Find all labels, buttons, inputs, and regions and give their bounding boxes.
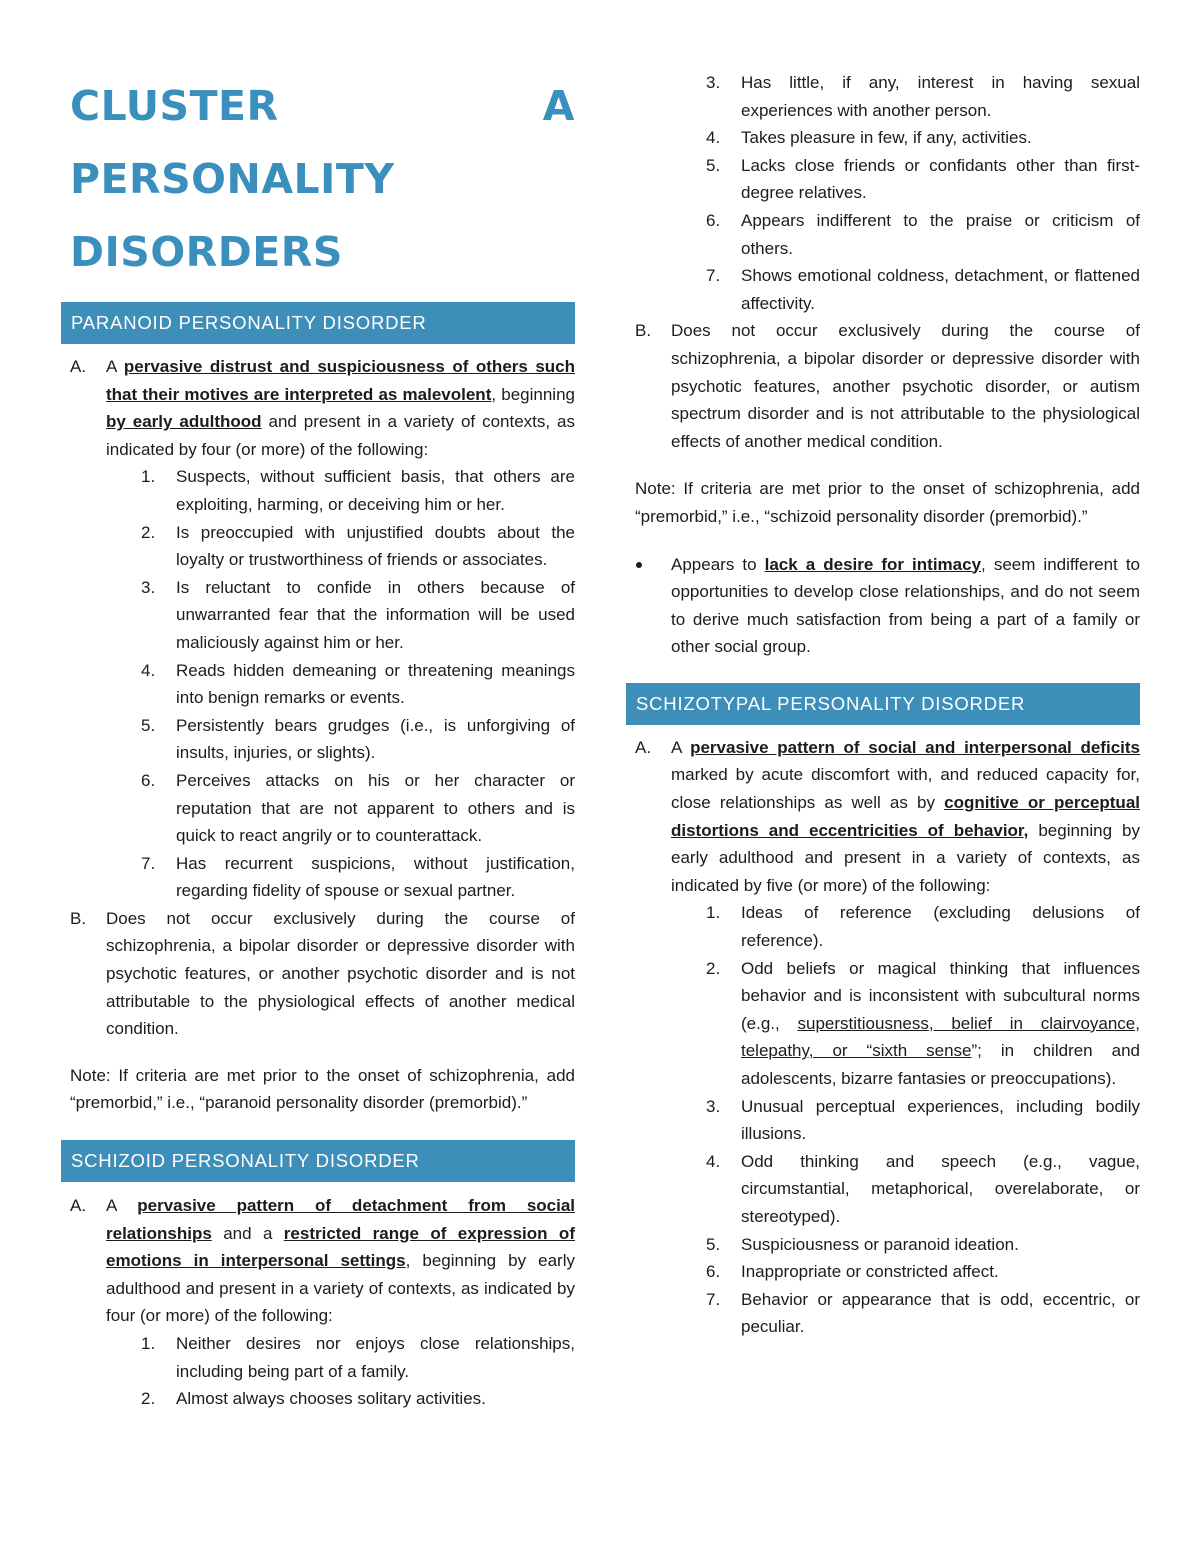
item-text: Perceives attacks on his or her character or reputation that are not apparent to others and is quick to react angrily or to counterattack. [176, 770, 575, 846]
item-number: 6. [706, 210, 721, 230]
item-text: Has recurrent suspicions, without justification, regarding fidelity of spouse or sexual partner. [176, 853, 575, 901]
list-item [61, 463, 575, 518]
bullet-text: Appears to [671, 554, 765, 574]
item-number: 2. [141, 522, 156, 542]
emphasis-text: pervasive distrust and suspiciousness of others such that their motives are interpreted as malevolent [106, 357, 575, 404]
criterion-text: marked by acute discomfort with, and reduced capacity for, close relationships as well as by [671, 765, 1140, 813]
item-text: Appears indifferent to the praise or criticism of others. [741, 210, 1140, 258]
list-item [626, 1231, 1140, 1259]
item-number: 5. [706, 1234, 721, 1254]
list-item [626, 1286, 1140, 1341]
criterion-text: beginning by early adulthood and present in a variety of contexts, as indicated by five (or more) of the following: [671, 820, 1140, 895]
item-text: Persistently bears grudges (i.e., is unforgiving of insults, injuries, or slights). [176, 715, 575, 763]
schizoid-item-list-part1 [61, 1330, 575, 1413]
item-number: 2. [141, 1389, 156, 1409]
item-text: Almost always chooses solitary activities. [176, 1389, 486, 1409]
item-number: 3. [141, 577, 156, 597]
criterion-text: , beginning [491, 384, 575, 404]
page-title [61, 0, 575, 289]
schizoid-item-list-part2 [626, 0, 1140, 317]
list-item [61, 767, 575, 850]
item-number: 7. [706, 266, 721, 286]
item-text: Lacks close friends or confidants other than first-degree relatives. [741, 155, 1140, 203]
item-text: Reads hidden demeaning or threatening meanings into benign remarks or events. [176, 660, 575, 708]
item-text: Odd thinking and speech (e.g., vague, circumstantial, metaphorical, overelaborate, or stereotyped). [741, 1151, 1140, 1226]
paranoid-criterion-b [61, 905, 575, 1043]
list-item [626, 69, 1140, 124]
emphasis-text: by early adulthood [106, 412, 262, 432]
paranoid-item-list [61, 463, 575, 905]
emphasis-text: superstitiousness, belief in clairvoyance, telepathy, or “sixth sense [741, 1013, 1140, 1061]
item-number: 4. [141, 660, 156, 680]
list-item [61, 1330, 575, 1385]
criterion-text: A [106, 357, 124, 376]
list-item [61, 574, 575, 657]
schizoid-bullet [626, 551, 1140, 661]
schizotypal-item-list [626, 899, 1140, 1341]
item-number: 3. [706, 73, 721, 92]
section-heading-paranoid: PARANOID PERSONALITY DISORDER [61, 302, 575, 344]
item-text: Has little, if any, interest in having sexual experiences with another person. [741, 73, 1140, 120]
criterion-label: B. [635, 321, 652, 341]
item-number: 1. [141, 467, 156, 487]
emphasis-text: pervasive pattern of social and interpersonal deficits [690, 737, 1140, 757]
item-number: 4. [706, 1151, 721, 1171]
item-text: Ideas of reference (excluding delusions of reference). [741, 903, 1140, 951]
schizoid-criterion-a [61, 1192, 575, 1330]
item-number: 1. [706, 903, 721, 923]
criterion-text: and present in a variety of contexts, as indicated by four (or more) of the following: [106, 412, 575, 459]
item-text: Takes pleasure in few, if any, activities. [741, 128, 1032, 148]
item-number: 5. [141, 715, 156, 735]
criterion-label: B. [70, 908, 87, 928]
list-item [61, 850, 575, 905]
list-item [61, 657, 575, 712]
emphasis-text: restricted range of expression of emotions in interpersonal settings [106, 1223, 575, 1271]
criterion-text: A [106, 1196, 138, 1216]
item-number: 6. [141, 770, 156, 790]
item-number: 4. [706, 128, 721, 148]
bullet-text: , seem indifferent to opportunities to develop close relationships, and do not seem to derive much satisfaction from being a part of a family or other social group. [671, 554, 1141, 657]
section-heading-schizotypal: SCHIZOTYPAL PERSONALITY DISORDER [626, 683, 1140, 725]
list-item [61, 1385, 575, 1413]
item-number: 1. [141, 1334, 156, 1353]
item-text: Unusual perceptual experiences, including bodily illusions. [741, 1096, 1140, 1144]
item-number: 5. [706, 155, 721, 175]
title-line-2: DISORDERS [70, 228, 343, 276]
list-item [626, 262, 1140, 317]
list-item [626, 955, 1140, 1093]
item-number: 6. [706, 1262, 721, 1282]
left-column [61, 0, 575, 1413]
schizoid-criterion-b [626, 317, 1140, 455]
list-item [61, 519, 575, 574]
item-text: Odd beliefs or magical thinking that influences behavior and is inconsistent with subcultural norms (e.g., [741, 958, 1140, 1033]
right-column [626, 0, 1140, 1341]
item-text: Neither desires nor enjoys close relationships, including being part of a family. [176, 1334, 575, 1381]
item-text: ”; in children and adolescents, bizarre fantasies or preoccupations). [741, 1041, 1140, 1088]
section-heading-schizoid: SCHIZOID PERSONALITY DISORDER [61, 1140, 575, 1182]
criterion-text: A [671, 737, 691, 757]
item-number: 7. [141, 853, 156, 873]
criterion-label: A. [635, 737, 652, 757]
list-item [626, 207, 1140, 262]
emphasis-text: pervasive pattern of detachment from social relationships [106, 1196, 576, 1243]
title-line-1: CLUSTER A PERSONALITY [70, 82, 575, 203]
emphasis-text: lack a desire for intimacy [764, 554, 982, 574]
list-item [61, 712, 575, 767]
list-item [626, 124, 1140, 152]
criterion-label: A. [70, 357, 87, 376]
paranoid-criterion-a [61, 353, 575, 463]
item-text: Is reluctant to confide in others because of unwarranted fear that the information will be used maliciously against him or her. [176, 577, 575, 652]
list-item [626, 1258, 1140, 1286]
schizotypal-criterion-a [626, 734, 1140, 900]
list-item [626, 899, 1140, 954]
item-text: Is preoccupied with unjustified doubts about the loyalty or trustworthiness of friends or associates. [176, 522, 575, 570]
item-number: 7. [706, 1289, 721, 1309]
list-item [626, 1093, 1140, 1148]
item-text: Behavior or appearance that is odd, eccentric, or peculiar. [741, 1289, 1140, 1337]
item-text: Shows emotional coldness, detachment, or flattened affectivity. [741, 266, 1140, 313]
emphasis-text: cognitive or perceptual distortions and eccentricities of behavior, [671, 793, 1140, 840]
bullet-dot-icon [636, 562, 642, 568]
item-text: Suspiciousness or paranoid ideation. [741, 1234, 1019, 1254]
criterion-text: Does not occur exclusively during the course of schizophrenia, a bipolar disorder or depressive disorder with psychotic features, another psychotic disorder, or autism spectrum disorder and is not attributable to the physiological effects of another medical condition. [671, 321, 1140, 451]
item-text: Inappropriate or constricted affect. [741, 1262, 999, 1282]
item-number: 2. [706, 958, 721, 978]
criterion-text: and a [211, 1223, 284, 1243]
list-item [626, 1148, 1140, 1231]
criterion-text: , beginning by early adulthood and present in a variety of contexts, as indicated by four (or more) of the following: [106, 1251, 575, 1326]
schizoid-note: Note: If criteria are met prior to the onset of schizophrenia, add “premorbid,” i.e., “schizoid personality disorder (premorbid).” [635, 479, 1140, 526]
criterion-text: Does not occur exclusively during the course of schizophrenia, a bipolar disorder or depressive disorder with psychotic features, or another psychotic disorder and is not attributable to the physiological effects of another medical condition. [106, 908, 575, 1039]
item-number: 3. [706, 1096, 721, 1116]
criterion-label: A. [70, 1196, 87, 1216]
item-text: Suspects, without sufficient basis, that others are exploiting, harming, or deceiving him or her. [176, 467, 575, 514]
list-item [626, 152, 1140, 207]
paranoid-note: Note: If criteria are met prior to the onset of schizophrenia, add “premorbid,” i.e., “paranoid personality disorder (premorbid).” [70, 1065, 575, 1113]
